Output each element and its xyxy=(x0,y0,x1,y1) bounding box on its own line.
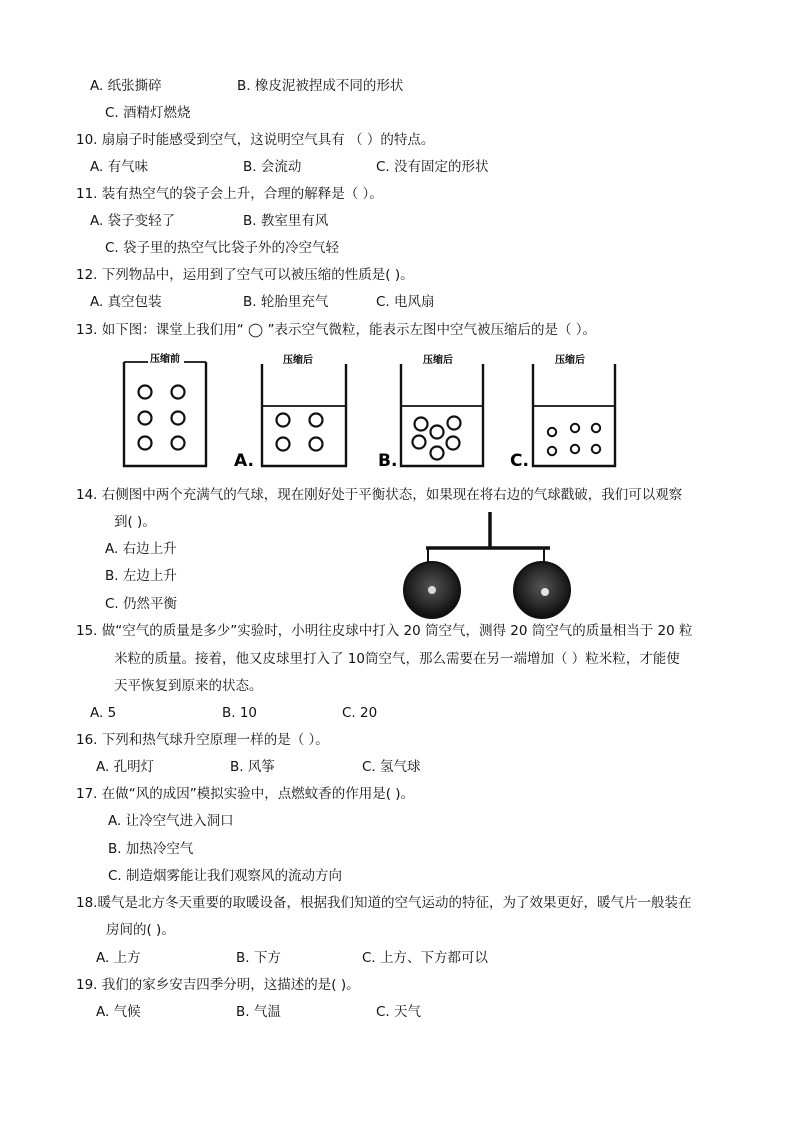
label-before: 压缩前 xyxy=(150,354,180,365)
q15-option-c: C. 20 xyxy=(342,705,378,721)
q10-option-c: C. 没有固定的形状 xyxy=(376,159,489,175)
q13-figure xyxy=(110,348,630,473)
container-a xyxy=(234,353,346,471)
q13-stem: 13. 如下图：课堂上我们用“ ◯ ”表示空气微粒，能表示左图中空气被压缩后的是（ ）。 xyxy=(76,322,596,338)
q17-option-b: B. 加热冷空气 xyxy=(108,841,194,857)
q15-stem-line2: 米粒的质量。接着，他又皮球里打入了 10筒空气，那么需要在另一端增加（ ）粒米粒，才能使 xyxy=(114,651,680,667)
q19-stem: 19. 我们的家乡安吉四季分明，这描述的是( )。 xyxy=(76,977,360,993)
label-b: B. xyxy=(378,451,398,471)
q18-stem-line1: 18.暖气是北方冬天重要的取暖设备，根据我们知道的空气运动的特征，为了效果更好，暖气片一般装在 xyxy=(76,895,692,911)
container-before xyxy=(124,351,206,466)
label-c: C. xyxy=(510,451,529,471)
q12-option-b: B. 轮胎里充气 xyxy=(243,294,329,310)
q12-option-a: A. 真空包装 xyxy=(90,294,162,310)
q10-stem: 10. 扇扇子时能感受到空气，这说明空气具有 （ ）的特点。 xyxy=(76,132,435,148)
container-b xyxy=(378,353,483,471)
q16-option-c: C. 氢气球 xyxy=(362,759,421,775)
q18-option-c: C. 上方、下方都可以 xyxy=(362,950,489,966)
q15-option-a: A. 5 xyxy=(90,705,117,721)
q9-option-a: A. 纸张撕碎 xyxy=(90,78,162,94)
q14-stem-cont: 到( )。 xyxy=(114,514,156,530)
q12-stem: 12. 下列物品中，运用到了空气可以被压缩的性质是( )。 xyxy=(76,267,414,283)
q11-option-b: B. 教室里有风 xyxy=(243,213,329,229)
q18-option-b: B. 下方 xyxy=(236,950,281,966)
q10-option-a: A. 有气味 xyxy=(90,159,149,175)
q14-option-b: B. 左边上升 xyxy=(105,568,177,584)
q15-option-b: B. 10 xyxy=(222,705,258,721)
q11-option-c: C. 袋子里的热空气比袋子外的冷空气轻 xyxy=(105,240,340,256)
q16-option-b: B. 风筝 xyxy=(230,759,275,775)
label-after-a: 压缩后 xyxy=(283,355,313,366)
q15-stem-line1: 15. 做“空气的质量是多少”实验时，小明往皮球中打入 20 筒空气，测得 20 筒空气的质量相当于 20 粒 xyxy=(76,623,693,639)
label-after-c: 压缩后 xyxy=(555,355,585,366)
container-c xyxy=(510,353,615,471)
q17-stem: 17. 在做“风的成因”模拟实验中，点燃蚊香的作用是( )。 xyxy=(76,786,415,802)
q10-option-b: B. 会流动 xyxy=(243,159,302,175)
q12-option-c: C. 电风扇 xyxy=(376,294,435,310)
q14-option-c: C. 仍然平衡 xyxy=(105,596,178,612)
q19-option-c: C. 天气 xyxy=(376,1004,422,1020)
q9-option-b: B. 橡皮泥被捏成不同的形状 xyxy=(237,78,404,94)
q14-stem: 14. 右侧图中两个充满气的气球，现在刚好处于平衡状态，如果现在将右边的气球戳破，我们可以观察 xyxy=(76,487,683,503)
q11-stem: 11. 装有热空气的袋子会上升，合理的解释是（ ）。 xyxy=(76,186,383,202)
q16-option-a: A. 孔明灯 xyxy=(96,759,155,775)
q19-option-b: B. 气温 xyxy=(236,1004,281,1020)
q11-option-a: A. 袋子变轻了 xyxy=(90,213,176,229)
q16-stem: 16. 下列和热气球升空原理一样的是（ ）。 xyxy=(76,732,329,748)
q18-option-a: A. 上方 xyxy=(96,950,141,966)
q15-stem-line3: 天平恢复到原来的状态。 xyxy=(114,678,263,694)
q19-option-a: A. 气候 xyxy=(96,1004,141,1020)
balloon-balance-figure xyxy=(398,510,578,622)
q17-option-a: A. 让冷空气进入洞口 xyxy=(108,813,234,829)
label-after-b: 压缩后 xyxy=(423,355,453,366)
label-a: A. xyxy=(234,451,254,471)
q9-option-c: C. 酒精灯燃烧 xyxy=(105,105,191,121)
q14-option-a: A. 右边上升 xyxy=(105,541,177,557)
q18-stem-line2: 房间的( )。 xyxy=(106,922,175,938)
q17-option-c: C. 制造烟雾能让我们观察风的流动方向 xyxy=(108,868,343,884)
